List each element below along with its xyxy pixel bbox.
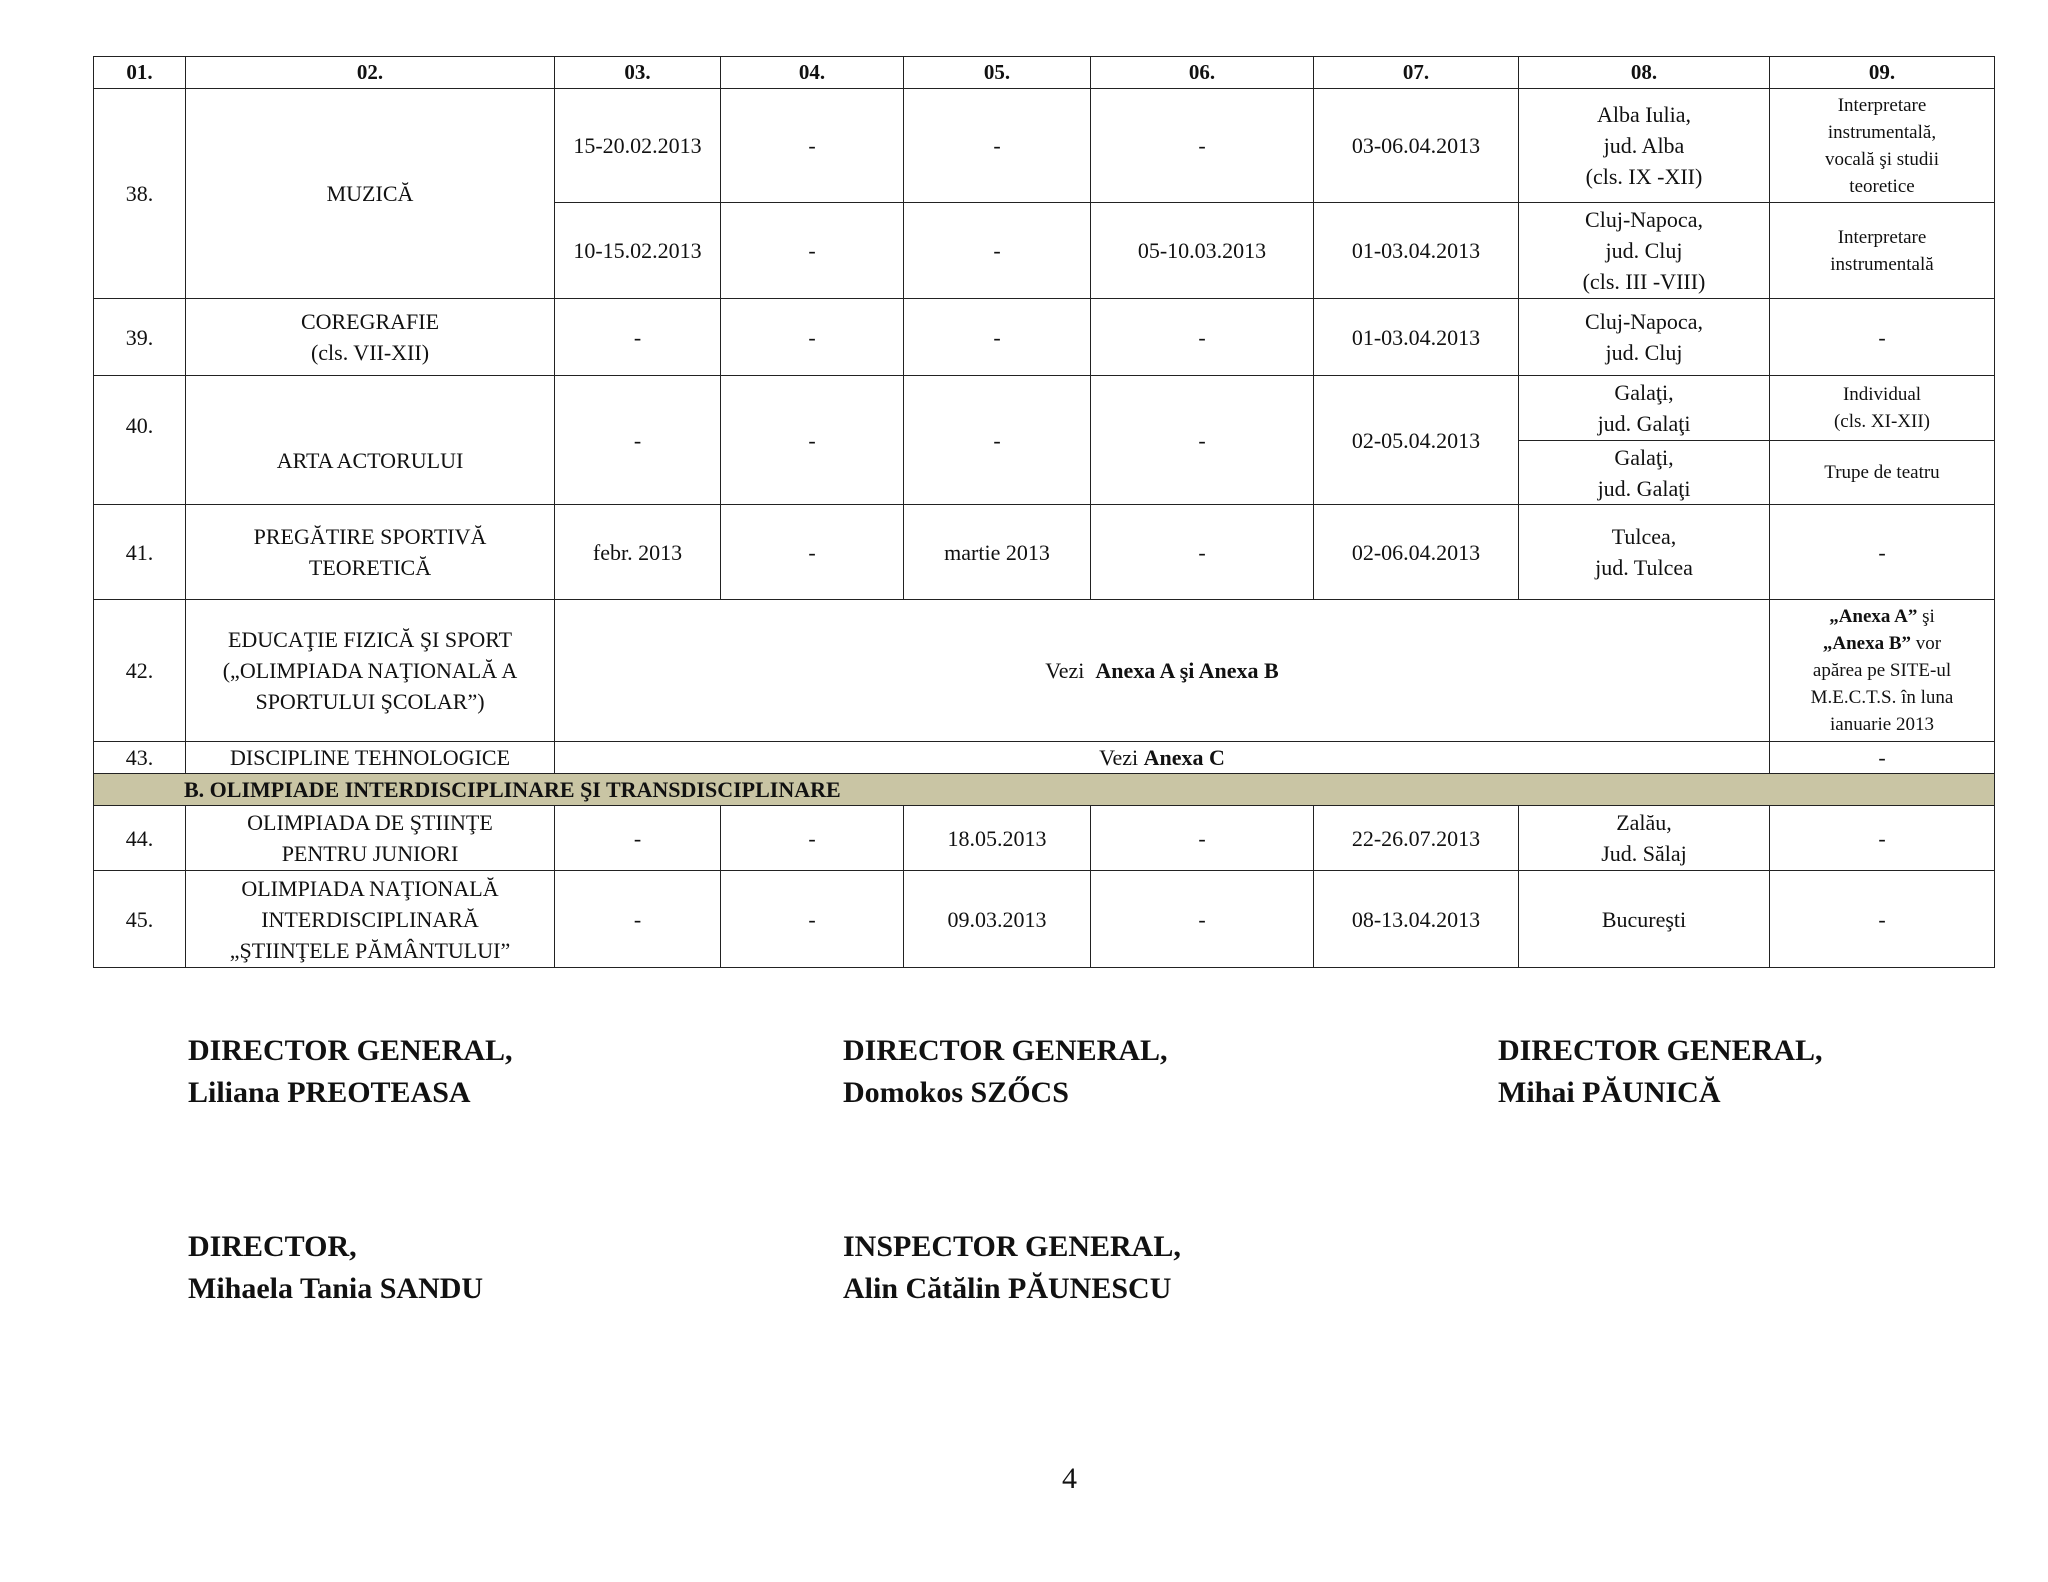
location-cell <box>1519 376 1770 441</box>
cell: - <box>1091 806 1314 871</box>
name-line: OLIMPIADA NAŢIONALĂ <box>241 875 499 901</box>
location-line: jud. Cluj <box>1605 238 1683 263</box>
name-line: „ŞTIINŢELE PĂMÂNTULUI” <box>229 937 511 963</box>
discipline-name: MUZICĂ <box>186 89 555 299</box>
table-row <box>94 871 1995 968</box>
header-cell: 03. <box>555 57 721 89</box>
header-cell: 04. <box>721 57 904 89</box>
name-line: PENTRU JUNIORI <box>281 841 459 866</box>
cell: - <box>1770 806 1995 871</box>
header-cell: 07. <box>1314 57 1519 89</box>
cell: - <box>1770 505 1995 600</box>
cell: - <box>1091 89 1314 203</box>
note-line: Interpretare <box>1837 226 1927 248</box>
signature-block <box>843 1226 1181 1310</box>
note-line: ianuarie 2013 <box>1830 714 1934 735</box>
row-number: 39. <box>94 299 186 376</box>
location-line: jud. Galaţi <box>1597 411 1691 436</box>
section-header-row <box>94 774 1995 806</box>
cell: - <box>555 871 721 968</box>
name-line: (cls. VII-XII) <box>310 340 430 365</box>
cell: - <box>1770 299 1995 376</box>
location-line: Alba Iulia, <box>1596 102 1692 127</box>
table-row <box>94 376 1995 441</box>
note-line: apărea pe SITE-ul <box>1812 660 1952 681</box>
signature-block <box>188 1030 513 1114</box>
cell: - <box>721 89 904 203</box>
table-row <box>94 742 1995 774</box>
signature-name: Mihaela Tania SANDU <box>188 1272 484 1305</box>
location-cell <box>1519 441 1770 505</box>
note-cell <box>1770 600 1995 742</box>
location-line: (cls. III -VIII) <box>1582 269 1706 294</box>
note-line: instrumentală, <box>1827 121 1937 143</box>
cell: 02-05.04.2013 <box>1314 376 1519 505</box>
name-line: COREGRAFIE <box>300 309 440 334</box>
annex-prefix: Vezi <box>1045 658 1085 683</box>
signature-title: DIRECTOR GENERAL, <box>843 1034 1168 1067</box>
cell: - <box>1091 376 1314 505</box>
cell: 03-06.04.2013 <box>1314 89 1519 203</box>
cell: 18.05.2013 <box>904 806 1091 871</box>
location-line: Jud. Sălaj <box>1601 841 1687 866</box>
cell: martie 2013 <box>904 505 1091 600</box>
table-row <box>94 600 1995 742</box>
table-row <box>94 89 1995 203</box>
location-line: jud. Tulcea <box>1595 555 1693 580</box>
note-text: vor <box>1915 633 1942 654</box>
cell: 09.03.2013 <box>904 871 1091 968</box>
location-line: jud. Cluj <box>1605 340 1683 365</box>
name-line: INTERDISCIPLINARĂ <box>261 906 479 932</box>
note-line: Interpretare <box>1837 94 1927 116</box>
annex-prefix: Vezi <box>1099 745 1139 770</box>
cell: - <box>721 376 904 505</box>
cell: - <box>1770 871 1995 968</box>
location-cell <box>1519 299 1770 376</box>
signature-title: DIRECTOR GENERAL, <box>188 1034 513 1067</box>
olympiad-schedule-table <box>93 56 1995 968</box>
note-line: instrumentală <box>1830 253 1934 275</box>
location-line: Zalău, <box>1616 810 1672 835</box>
cell: 01-03.04.2013 <box>1314 203 1519 299</box>
cell: - <box>1091 505 1314 600</box>
cell: febr. 2013 <box>555 505 721 600</box>
cell: - <box>555 806 721 871</box>
note-cell <box>1770 89 1995 203</box>
header-cell: 09. <box>1770 57 1995 89</box>
cell: 02-06.04.2013 <box>1314 505 1519 600</box>
location-line: (cls. IX -XII) <box>1585 164 1703 189</box>
note-cell: Trupe de teatru <box>1770 441 1995 505</box>
name-line: TEORETICĂ <box>308 555 432 580</box>
location-cell <box>1519 505 1770 600</box>
signature-block <box>1498 1030 1823 1114</box>
location-line: Galaţi, <box>1614 444 1674 470</box>
row-number: 41. <box>94 505 186 600</box>
annex-reference <box>555 600 1770 742</box>
cell: - <box>904 376 1091 505</box>
cell: - <box>1091 299 1314 376</box>
name-line: („OLIMPIADA NAŢIONALĂ A <box>222 658 518 683</box>
note-line: (cls. XI-XII) <box>1833 411 1930 432</box>
cell: - <box>555 376 721 505</box>
note-cell <box>1770 376 1995 441</box>
location-line: jud. Alba <box>1603 133 1685 158</box>
signature-name: Mihai PĂUNICĂ <box>1498 1076 1721 1109</box>
note-line: teoretice <box>1849 175 1915 197</box>
cell: - <box>904 89 1091 203</box>
note-line: vocală şi studii <box>1825 148 1939 170</box>
cell: 15-20.02.2013 <box>555 89 721 203</box>
location-line: Cluj-Napoca, <box>1585 309 1703 334</box>
note-cell <box>1770 203 1995 299</box>
name-line: OLIMPIADA DE ŞTIINŢE <box>247 810 493 835</box>
cell: - <box>721 505 904 600</box>
row-number: 38. <box>94 89 186 299</box>
header-cell: 08. <box>1519 57 1770 89</box>
signature-title: INSPECTOR GENERAL, <box>843 1230 1181 1263</box>
cell: - <box>721 203 904 299</box>
row-number: 42. <box>94 600 186 742</box>
signature-name: Domokos SZŐCS <box>843 1076 1069 1109</box>
name-line: PREGĂTIRE SPORTIVĂ <box>253 524 487 549</box>
signature-title: DIRECTOR GENERAL, <box>1498 1034 1823 1067</box>
signature-block <box>843 1030 1168 1114</box>
location-cell <box>1519 806 1770 871</box>
location-cell <box>1519 203 1770 299</box>
row-number: 40. <box>94 376 186 505</box>
discipline-name <box>186 299 555 376</box>
cell: 22-26.07.2013 <box>1314 806 1519 871</box>
note-text: şi <box>1922 606 1935 627</box>
header-cell: 01. <box>94 57 186 89</box>
cell: - <box>721 806 904 871</box>
location-line: Tulcea, <box>1611 524 1677 549</box>
signature-title: DIRECTOR, <box>188 1230 357 1263</box>
cell: - <box>1770 742 1995 774</box>
cell: - <box>555 299 721 376</box>
cell: - <box>904 299 1091 376</box>
cell: - <box>904 203 1091 299</box>
discipline-name: DISCIPLINE TEHNOLOGICE <box>186 742 555 774</box>
annex-link-text: Anexa A şi Anexa B <box>1095 658 1279 683</box>
discipline-name <box>186 871 555 968</box>
cell: - <box>721 299 904 376</box>
cell: 05-10.03.2013 <box>1091 203 1314 299</box>
signature-name: Liliana PREOTEASA <box>188 1076 471 1109</box>
table-row <box>94 505 1995 600</box>
signature-name: Alin Cătălin PĂUNESCU <box>843 1272 1172 1305</box>
location-line: Galaţi, <box>1614 380 1674 405</box>
table-row <box>94 806 1995 871</box>
row-number: 44. <box>94 806 186 871</box>
discipline-name <box>186 600 555 742</box>
location-cell <box>1519 89 1770 203</box>
signature-block <box>188 1226 483 1310</box>
name-line: SPORTULUI ŞCOLAR”) <box>255 689 485 714</box>
annex-a-label: „Anexa A” <box>1829 606 1918 627</box>
discipline-name: ARTA ACTORULUI <box>186 376 555 505</box>
cell: - <box>721 871 904 968</box>
section-title: B. OLIMPIADE INTERDISCIPLINARE ŞI TRANSDISCIPLINARE <box>94 774 1995 806</box>
note-line: M.E.C.T.S. în luna <box>1810 687 1954 708</box>
header-cell: 02. <box>186 57 555 89</box>
header-cell: 06. <box>1091 57 1314 89</box>
page-number: 4 <box>1062 1462 1077 1495</box>
discipline-name <box>186 806 555 871</box>
header-cell: 05. <box>904 57 1091 89</box>
cell: 10-15.02.2013 <box>555 203 721 299</box>
cell: - <box>1091 871 1314 968</box>
location-line: jud. Galaţi <box>1597 475 1691 501</box>
location-line: Cluj-Napoca, <box>1585 207 1703 232</box>
cell: 01-03.04.2013 <box>1314 299 1519 376</box>
table-header-row <box>94 57 1995 89</box>
name-line: EDUCAŢIE FIZICĂ ŞI SPORT <box>227 627 513 652</box>
row-number: 45. <box>94 871 186 968</box>
location-cell: Bucureşti <box>1519 871 1770 968</box>
note-line: Individual <box>1842 384 1922 405</box>
cell: 08-13.04.2013 <box>1314 871 1519 968</box>
table-row <box>94 299 1995 376</box>
discipline-name <box>186 505 555 600</box>
row-number: 43. <box>94 742 186 774</box>
annex-reference <box>555 742 1770 774</box>
annex-link-text: Anexa C <box>1143 745 1225 770</box>
annex-b-label: „Anexa B” <box>1822 633 1912 654</box>
